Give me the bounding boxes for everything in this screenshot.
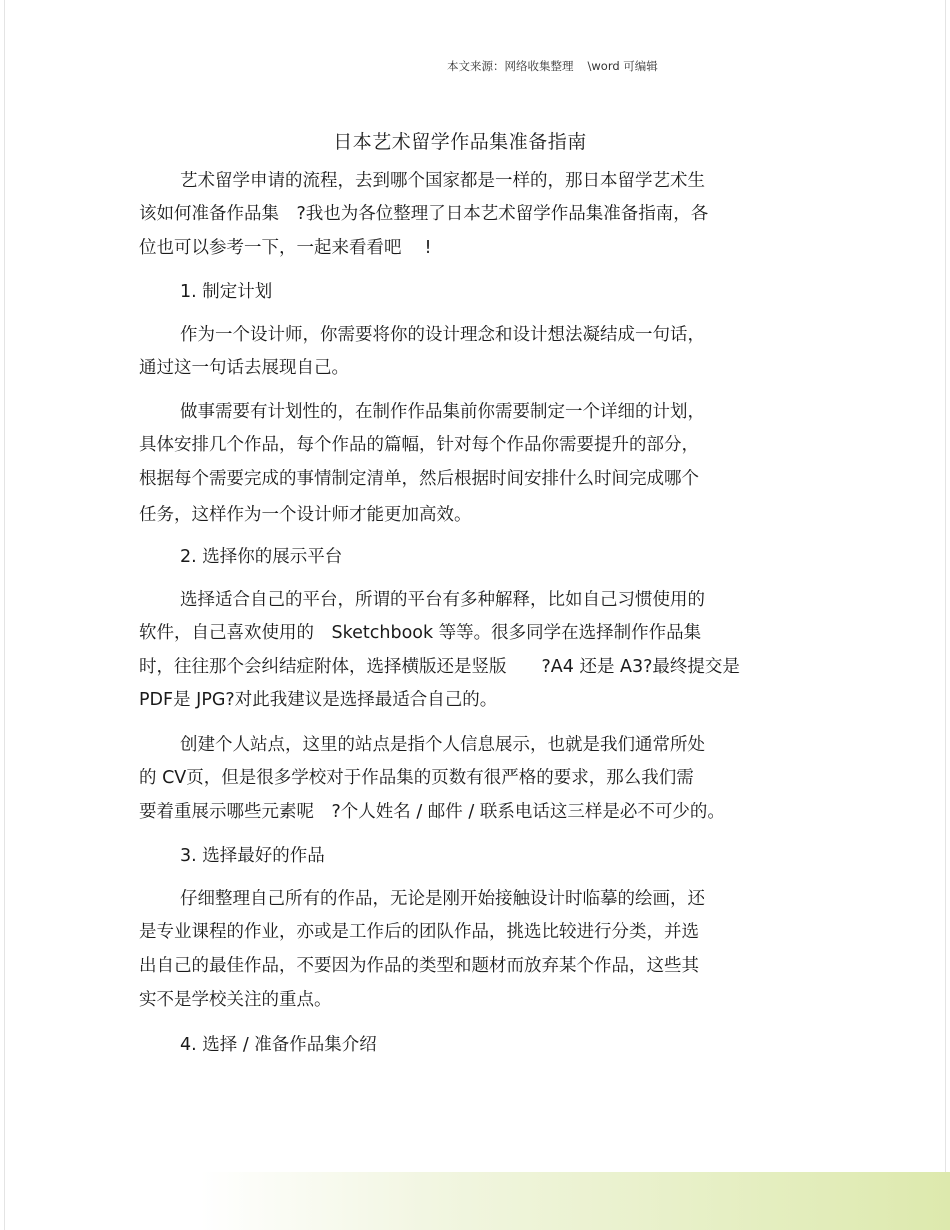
paragraph-line: 作为一个设计师，你需要将你的设计理念和设计想法凝结成一句话， bbox=[180, 325, 705, 345]
paragraph-line: PDF是 JPG?对此我建议是选择最适合自己的。 bbox=[139, 690, 498, 710]
paragraph-line: 做事需要有计划性的，在制作作品集前你需要制定一个详细的计划， bbox=[180, 402, 705, 422]
section-heading: 1. 制定计划 bbox=[180, 282, 273, 302]
paragraph-line: 软件，自己喜欢使用的 Sketchbook 等等。很多同学在选择制作作品集 bbox=[139, 623, 702, 643]
editable-note: \word 可编辑 bbox=[587, 59, 658, 73]
paragraph-line: 实不是学校关注的重点。 bbox=[139, 990, 332, 1010]
paragraph-line: 选择适合自己的平台，所谓的平台有多种解释，比如自己习惯使用的 bbox=[180, 590, 705, 610]
paragraph-line: 具体安排几个作品，每个作品的篇幅，针对每个作品你需要提升的部分， bbox=[139, 435, 699, 455]
paragraph-line: 要着重展示哪些元素呢 ?个人姓名 / 邮件 / 联系电话这三样是必不可少的。 bbox=[139, 802, 725, 822]
footer-decoration bbox=[200, 1172, 950, 1230]
paragraph-line: 的 CV页，但是很多学校对于作品集的页数有很严格的要求，那么我们需 bbox=[139, 768, 694, 788]
document-title: 日本艺术留学作品集准备指南 bbox=[333, 131, 587, 153]
source-note: 本文来源：网络收集整理 bbox=[447, 59, 574, 73]
paragraph-line: 出自己的最佳作品，不要因为作品的类型和题材而放弃某个作品，这些其 bbox=[139, 956, 699, 976]
paragraph-line: 任务，这样作为一个设计师才能更加高效。 bbox=[139, 505, 472, 525]
paragraph-line: 该如何准备作品集 ?我也为各位整理了日本艺术留学作品集准备指南，各 bbox=[139, 204, 709, 224]
section-heading: 4. 选择 / 准备作品集介绍 bbox=[180, 1035, 377, 1055]
paragraph-line: 创建个人站点，这里的站点是指个人信息展示，也就是我们通常所处 bbox=[180, 735, 705, 755]
section-heading: 3. 选择最好的作品 bbox=[180, 846, 325, 866]
paragraph-line: 时，往往那个会纠结症附体，选择横版还是竖版 ?A4 还是 A3?最终提交是 bbox=[139, 657, 740, 677]
paragraph-line: 是专业课程的作业，亦或是工作后的团队作品，挑选比较进行分类，并选 bbox=[139, 922, 699, 942]
paragraph-line: 艺术留学申请的流程，去到哪个国家都是一样的，那日本留学艺术生 bbox=[180, 171, 705, 191]
paragraph-line: 仔细整理自己所有的作品，无论是刚开始接触设计时临摹的绘画，还 bbox=[180, 889, 705, 909]
paragraph-line: 通过这一句话去展现自己。 bbox=[139, 358, 349, 378]
header-note bbox=[447, 58, 658, 74]
paragraph-line: 根据每个需要完成的事情制定清单，然后根据时间安排什么时间完成哪个 bbox=[139, 469, 699, 489]
section-heading: 2. 选择你的展示平台 bbox=[180, 547, 343, 567]
paragraph-line: 位也可以参考一下，一起来看看吧 ! bbox=[139, 238, 432, 258]
